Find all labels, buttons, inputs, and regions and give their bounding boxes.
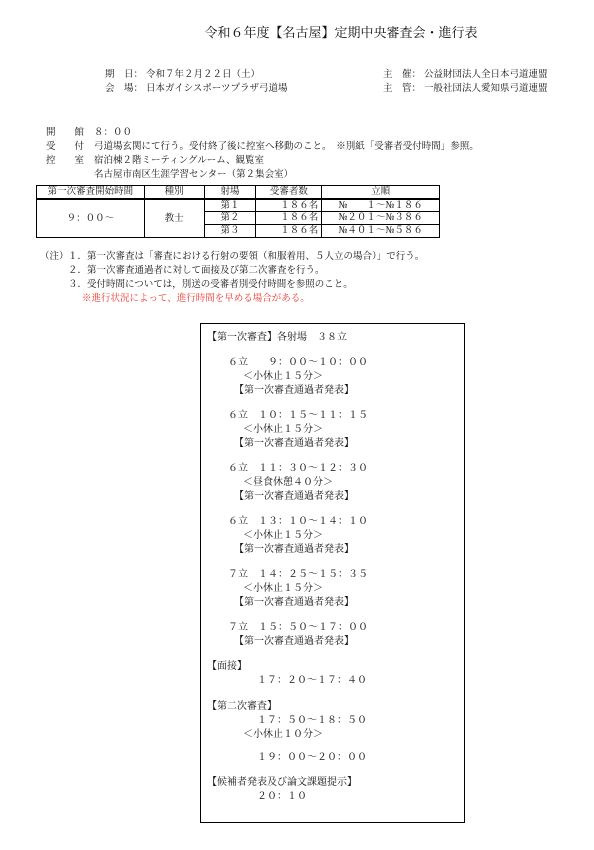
header-order: 立順: [322, 186, 440, 199]
organizer-value: 公益財団法人全日本弓道連盟: [424, 69, 548, 80]
slot-3-pass: 【第一次審査通過者発表】: [234, 491, 354, 502]
notes-prefix: （注）: [40, 251, 69, 262]
slot-2-break: ＜小休止１５分＞: [243, 424, 323, 435]
timetable-box: [200, 323, 465, 823]
count-cell: １８６名: [256, 199, 322, 212]
venue-value: 日本ガイシスポーツプラザ弓道場: [146, 83, 288, 94]
manager-label: 主 管：: [383, 83, 422, 94]
slot-1-pass: 【第一次審査通過者発表】: [234, 385, 354, 396]
final-time: ２０：１０: [257, 791, 307, 802]
slot-2-time: ６立 １０：１５～１１：１５: [228, 410, 368, 421]
reception-label: 受 付: [46, 141, 85, 152]
page-title: 令和６年度【名古屋】定期中央審査会・進行表: [204, 26, 478, 41]
note-1: １．第一次審査は「審査における行射の要領（和服着用、５人立の場合）」で行う。: [68, 251, 425, 262]
second-exam-time-1: １７：５０～１８：５０: [257, 715, 367, 726]
reception-value: 弓道場玄関にて行う。受付終了後に控室へ移動のこと。 ※別紙「受審者受付時間」参照。: [94, 141, 479, 152]
range-cell: 第１: [204, 199, 256, 212]
organizer-label: 主 催：: [383, 69, 422, 80]
slot-5-break: ＜小休止１５分＞: [243, 583, 323, 594]
waiting-label: 控 室: [46, 155, 85, 166]
table-row: [37, 199, 440, 212]
header-count: 受審者数: [256, 186, 322, 199]
start-time-cell: ９：００～: [37, 199, 145, 238]
note-red-warning: ※進行状況によって、進行時間を早める場合がある。: [82, 293, 310, 304]
order-cell: №４０１～№５８６: [322, 225, 440, 238]
slot-5-pass: 【第一次審査通過者発表】: [234, 597, 354, 608]
count-cell: １８６名: [256, 225, 322, 238]
slot-1-break: ＜小休止１５分＞: [243, 371, 323, 382]
range-cell: 第３: [204, 225, 256, 238]
schedule-table: [36, 185, 440, 238]
manager-value: 一般社団法人愛知県弓道連盟: [424, 83, 548, 94]
header-start-time: 第一次審査開始時間: [37, 186, 145, 199]
first-exam-header: 【第一次審査】各射場 ３８立: [207, 332, 347, 343]
slot-1-time: ６立 ９：００～１０：００: [228, 357, 368, 368]
second-exam-break: ＜小休止１０分＞: [243, 729, 323, 740]
header-category: 種別: [144, 186, 204, 199]
venue-label: 会 場：: [105, 83, 144, 94]
open-value: ８：００: [94, 127, 133, 138]
table-header-row: [37, 186, 440, 199]
note-3: ３．受付時間については，別送の受審者別受付時間を参照のこと。: [68, 279, 353, 290]
interview-time: １７：２０～１７：４０: [257, 675, 367, 686]
count-cell: １８６名: [256, 212, 322, 225]
waiting-value-1: 宿泊棟２階ミーティングルーム、観覧室: [94, 155, 265, 166]
range-cell: 第２: [204, 212, 256, 225]
order-cell: №２０１～№３８６: [322, 212, 440, 225]
slot-4-pass: 【第一次審査通過者発表】: [234, 544, 354, 555]
date-label: 期 日：: [105, 69, 144, 80]
waiting-value-2: 名古屋市南区生涯学習センター（第２集会室）: [94, 169, 294, 180]
slot-4-time: ６立 １３：１０～１４：１０: [228, 516, 368, 527]
slot-3-break: ＜昼食休憩４０分＞: [243, 477, 333, 488]
slot-4-break: ＜小休止１５分＞: [243, 530, 323, 541]
order-cell: № １～№１８６: [322, 199, 440, 212]
note-2: ２．第一次審査通過者に対して面接及び第二次審査を行う。: [68, 265, 325, 276]
header-range: 射場: [204, 186, 256, 199]
open-label: 開 館: [46, 127, 85, 138]
final-header: 【候補者発表及び論文課題提示】: [207, 777, 357, 788]
category-cell: 教士: [144, 199, 204, 238]
interview-header: 【面接】: [207, 661, 247, 672]
slot-6-time: ７立 １５：５０～１７：００: [228, 622, 368, 633]
second-exam-header: 【第二次審査】: [207, 701, 277, 712]
slot-3-time: ６立 １１：３０～１２：３０: [228, 463, 368, 474]
slot-5-time: ７立 １４：２５～１５：３５: [228, 569, 368, 580]
slot-6-pass: 【第一次審査通過者発表】: [234, 636, 354, 647]
slot-2-pass: 【第一次審査通過者発表】: [234, 438, 354, 449]
second-exam-time-2: １９：００～２０：００: [257, 752, 367, 763]
date-value: 令和７年２月２２日（土）: [146, 69, 261, 80]
